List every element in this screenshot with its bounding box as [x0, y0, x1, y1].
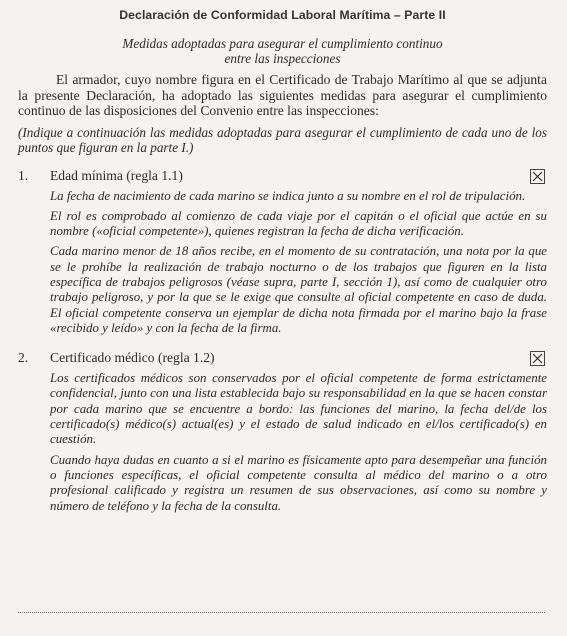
section-minimum-age — [18, 168, 547, 337]
check-x-icon — [531, 352, 544, 365]
section-paragraph: El rol es comprobado al comienzo de cada viaje por el capitán o el oficial que actúe en su nombre («oficial competente»), quienes registran la fecha de dicha verificación. — [50, 208, 547, 239]
section-paragraph: Los certificados médicos son conservados por el oficial competente de forma estrictamente confidencial, junto con una lista establecida bajo su responsabilidad en la que se hacen constar por cada marino que se encuentre a bordo: las funciones del marino, la fecha del/de los certificado(s) médico(s) actual(es) y el estado de salud indicado en el/los certificado(s) en cuestión. — [50, 371, 547, 447]
section-medical-certificate — [18, 350, 547, 514]
checkbox-checked[interactable] — [530, 169, 545, 184]
subtitle-line-1: Medidas adoptadas para asegurar el cumplimiento continuo — [122, 36, 443, 51]
check-x-icon — [531, 170, 544, 183]
section-title: Certificado médico (regla 1.2) — [50, 350, 215, 366]
section-paragraph: La fecha de nacimiento de cada marino se indica junto a su nombre en el rol de tripulación. — [50, 188, 526, 203]
instruction-paragraph: (Indique a continuación las medidas adoptadas para asegurar el cumplimiento de cada uno de los puntos que figuran en la parte I.) — [18, 124, 547, 155]
intro-paragraph: El armador, cuyo nombre figura en el Certificado de Trabajo Marítimo al que se adjunta la presente Declaración, ha adoptado las siguientes medidas para asegurar el cumplimiento continuo de las disposiciones del Convenio entre las inspecciones: — [18, 72, 547, 118]
page-title: Declaración de Conformidad Laboral Marítima – Parte II — [119, 8, 446, 22]
dotted-divider — [18, 612, 545, 613]
section-header — [18, 168, 547, 186]
section-header — [18, 350, 547, 368]
subtitle — [18, 36, 547, 66]
section-paragraph: Cada marino menor de 18 años recibe, en el momento de su contratación, una nota por la que se le prohíbe la realización de trabajo nocturno o de los trabajos que figuren en la lista específica de trabajos peligrosos (véase supra, parte I, sección 1), así como de cualquier otro trabajo peligroso, y por la que se le exige que consulte al oficial competente en caso de duda. El oficial competente conserva un ejemplar de dicha nota firmada por el marino bajo la frase «recibido y leído» y con la fecha de la firma. — [50, 244, 547, 335]
section-number: 1. — [18, 167, 29, 183]
section-paragraph: Cuando haya dudas en cuanto a si el marino es físicamente apto para desempeñar una función o funciones específicas, el oficial competente consulta al médico del marino o a otro profesional calificado y registra un resumen de sus observaciones, así como su nombre y número de teléfono y la fecha de la consulta. — [50, 452, 547, 513]
checkbox-checked[interactable] — [530, 351, 545, 366]
section-title: Edad mínima (regla 1.1) — [50, 167, 183, 183]
subtitle-line-2: entre las inspecciones — [224, 51, 341, 66]
section-number: 2. — [18, 350, 29, 366]
